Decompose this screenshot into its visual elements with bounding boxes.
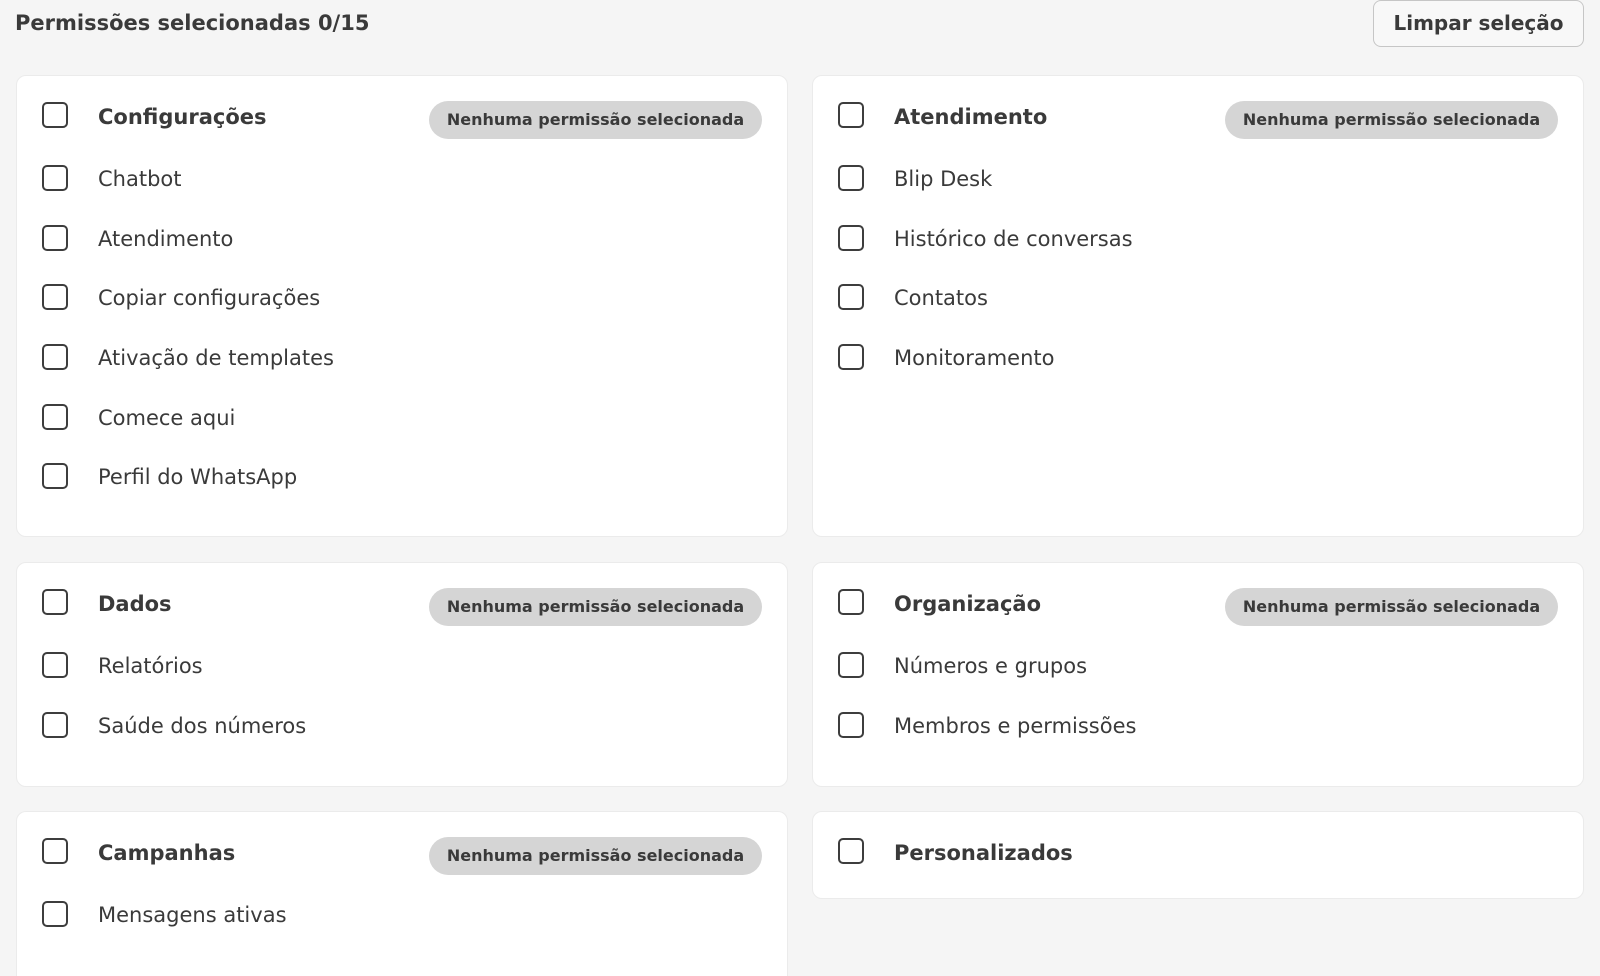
group-header [42, 588, 762, 628]
permission-item[interactable] [838, 652, 1558, 686]
permission-label: Chatbot [98, 167, 182, 191]
permission-label: Mensagens ativas [98, 903, 287, 927]
group-title: Configurações [98, 105, 267, 129]
permission-group-personalizados [812, 811, 1584, 899]
permission-item[interactable] [42, 344, 762, 378]
permission-checkbox[interactable] [838, 165, 864, 191]
permission-checkbox[interactable] [42, 225, 68, 251]
group-header [838, 588, 1558, 628]
permission-label: Histórico de conversas [894, 227, 1133, 251]
status-badge: Nenhuma permissão selecionada [1225, 101, 1558, 139]
permission-checkbox[interactable] [838, 284, 864, 310]
permission-item[interactable] [838, 225, 1558, 259]
permission-label: Relatórios [98, 654, 203, 678]
status-badge: Nenhuma permissão selecionada [429, 837, 762, 875]
permission-item[interactable] [42, 712, 762, 746]
permission-group-organizacao [812, 562, 1584, 787]
permission-label: Contatos [894, 286, 988, 310]
group-checkbox[interactable] [838, 838, 864, 864]
permission-item[interactable] [42, 404, 762, 438]
permission-checkbox[interactable] [838, 344, 864, 370]
permission-checkbox[interactable] [42, 165, 68, 191]
permission-label: Blip Desk [894, 167, 993, 191]
permission-label: Copiar configurações [98, 286, 321, 310]
status-badge: Nenhuma permissão selecionada [429, 588, 762, 626]
permission-label: Números e grupos [894, 654, 1088, 678]
permission-group-atendimento [812, 75, 1584, 537]
group-title: Atendimento [894, 105, 1048, 129]
permission-checkbox[interactable] [42, 652, 68, 678]
permission-item[interactable] [42, 463, 762, 497]
permission-checkbox[interactable] [42, 712, 68, 738]
permission-label: Perfil do WhatsApp [98, 465, 298, 489]
permission-checkbox[interactable] [838, 652, 864, 678]
permission-checkbox[interactable] [42, 463, 68, 489]
selected-permissions-count: Permissões selecionadas 0/15 [15, 11, 370, 35]
permission-label: Monitoramento [894, 346, 1055, 370]
permission-group-configuracoes [16, 75, 788, 537]
permission-item[interactable] [42, 284, 762, 318]
status-badge: Nenhuma permissão selecionada [1225, 588, 1558, 626]
status-badge: Nenhuma permissão selecionada [429, 101, 762, 139]
group-checkbox[interactable] [42, 838, 68, 864]
permission-checkbox[interactable] [42, 344, 68, 370]
permission-group-campanhas [16, 811, 788, 976]
permission-item[interactable] [42, 165, 762, 199]
permission-checkbox[interactable] [42, 901, 68, 927]
permission-label: Atendimento [98, 227, 234, 251]
permission-label: Comece aqui [98, 406, 236, 430]
group-header [838, 101, 1558, 141]
permission-item[interactable] [42, 652, 762, 686]
permission-label: Ativação de templates [98, 346, 334, 370]
group-title: Personalizados [894, 841, 1073, 865]
clear-selection-button[interactable]: Limpar seleção [1373, 0, 1584, 47]
permission-checkbox[interactable] [42, 284, 68, 310]
group-header [838, 837, 1558, 877]
permission-item[interactable] [838, 712, 1558, 746]
permission-checkbox[interactable] [42, 404, 68, 430]
permission-item[interactable] [838, 165, 1558, 199]
permission-checkbox[interactable] [838, 712, 864, 738]
permission-group-dados [16, 562, 788, 787]
group-checkbox[interactable] [838, 589, 864, 615]
group-title: Dados [98, 592, 172, 616]
permission-item[interactable] [42, 901, 762, 935]
group-checkbox[interactable] [42, 102, 68, 128]
permission-item[interactable] [42, 225, 762, 259]
group-checkbox[interactable] [838, 102, 864, 128]
permission-item[interactable] [838, 344, 1558, 378]
permission-label: Saúde dos números [98, 714, 307, 738]
permission-item[interactable] [838, 284, 1558, 318]
group-checkbox[interactable] [42, 589, 68, 615]
permission-label: Membros e permissões [894, 714, 1137, 738]
group-header [42, 837, 762, 877]
group-title: Campanhas [98, 841, 236, 865]
permission-checkbox[interactable] [838, 225, 864, 251]
group-title: Organização [894, 592, 1041, 616]
group-header [42, 101, 762, 141]
